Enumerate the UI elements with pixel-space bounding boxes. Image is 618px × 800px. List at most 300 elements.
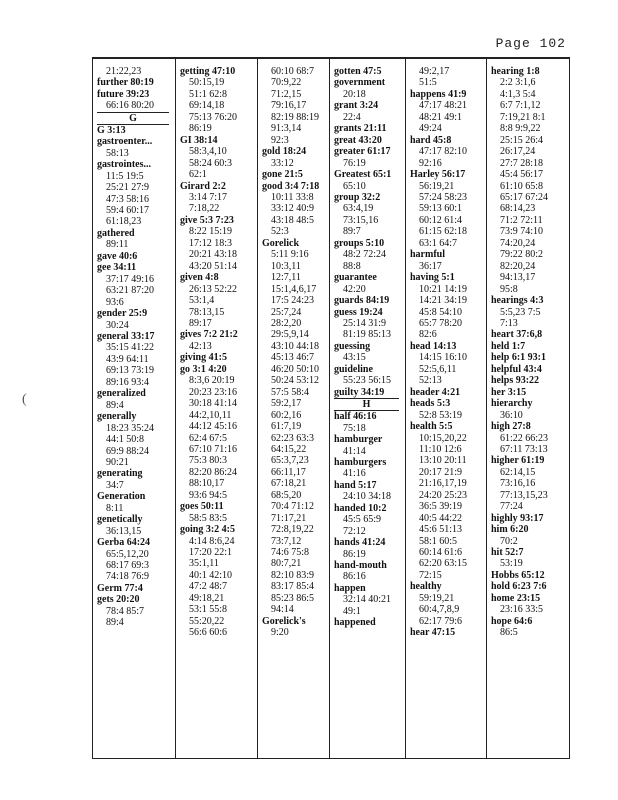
index-page-refs: 9:20 — [271, 627, 289, 639]
index-entry: healthy — [410, 581, 442, 593]
index-entry: generalized — [97, 388, 146, 400]
index-page-refs: 41:14 — [343, 445, 366, 457]
index-page-refs: 89:7 — [343, 226, 361, 238]
index-page-refs: 72:15 — [419, 569, 442, 581]
index-page-refs: 61:22 66:23 — [500, 432, 549, 444]
index-page-refs: 89:16 93:4 — [106, 376, 150, 388]
index-page-refs: 27:7 28:18 — [500, 157, 544, 169]
index-page-refs: 8:11 — [106, 502, 124, 514]
index-entry: GI 38:14 — [180, 134, 218, 146]
index-page-refs: 70:4 71:12 — [271, 501, 315, 513]
index-page-refs: 42:13 — [189, 340, 212, 352]
index-entry: go 3:1 4:20 — [180, 363, 227, 375]
index-page-refs: 76:19 — [343, 157, 366, 169]
index-page-refs: 52:3 — [271, 226, 289, 238]
index-entry: hold 6:23 7:6 — [491, 581, 547, 593]
index-page-refs: 43:9 64:11 — [106, 353, 149, 365]
index-entry: high 27:8 — [491, 421, 531, 433]
index-page-refs: 15:1,4,6,17 — [271, 283, 317, 295]
index-page-refs: 45:4 56:17 — [500, 169, 544, 181]
margin-mark: ( — [22, 392, 27, 407]
index-entry: hamburger — [334, 434, 383, 446]
index-page-refs: 77:24 — [500, 501, 523, 513]
index-entry: genetically — [97, 514, 143, 526]
index-entry: handed 10:2 — [334, 502, 387, 514]
index-entry: good 3:4 7:18 — [262, 180, 320, 192]
index-page-refs: 60:10 68:7 — [271, 66, 315, 77]
index-page-refs: 44:2,10,11 — [189, 409, 232, 421]
index-column-1 — [93, 59, 175, 758]
index-page-refs: 48:21 49:1 — [419, 111, 463, 123]
index-page-refs: 60:12 61:4 — [419, 214, 463, 226]
index-column-5 — [405, 59, 486, 758]
index-entry: hear 47:15 — [410, 627, 456, 639]
index-page-refs: 43:18 48:5 — [271, 214, 315, 226]
index-page-refs: 25:7,24 — [271, 306, 302, 318]
index-entry: group 32:2 — [334, 191, 381, 203]
index-page-refs: 67:18,21 — [271, 478, 307, 490]
index-page-refs: 24:20 25:23 — [419, 489, 468, 501]
index-page-refs: 74:18 76:9 — [106, 571, 150, 583]
index-entry: having 5:1 — [410, 272, 455, 284]
index-page-refs: 80:7,21 — [271, 558, 302, 570]
index-entry: hand 5:17 — [334, 479, 377, 491]
index-entry: gets 20:20 — [97, 594, 140, 606]
index-page-refs: 65:5,12,20 — [106, 548, 149, 560]
index-page-refs: 47:17 82:10 — [419, 146, 468, 158]
index-column-6 — [486, 59, 571, 758]
index-page-refs: 73:15,16 — [343, 214, 379, 226]
index-page-refs: 8:8 9:9,22 — [500, 123, 541, 135]
index-page-refs: 95:8 — [500, 283, 518, 295]
index-page-refs: 40:5 44:22 — [419, 512, 463, 524]
index-page-refs: 63:1 64:7 — [419, 237, 458, 249]
index-page-refs: 7:13 — [500, 317, 518, 329]
index-page-refs: 45:8 54:10 — [419, 306, 463, 318]
index-entry: happened — [334, 617, 376, 629]
index-entry: grant 3:24 — [334, 100, 379, 112]
index-page-refs: 74:6 75:8 — [271, 547, 310, 559]
index-entry: hierarchy — [491, 398, 533, 410]
index-page-refs: 44:12 45:16 — [189, 421, 238, 433]
index-page-refs: 52:8 53:19 — [419, 409, 463, 421]
index-page-refs: 7:18,22 — [189, 203, 220, 215]
index-entry: Hobbs 65:12 — [491, 569, 545, 581]
index-entry: highly 93:17 — [491, 512, 544, 524]
index-entry: gives 7:2 21:2 — [180, 329, 238, 341]
index-page-refs: 13:10 20:11 — [419, 455, 467, 467]
index-page-refs: 81:19 85:13 — [343, 329, 392, 341]
page-number: Page 102 — [495, 36, 566, 51]
index-entry: help 6:1 93:1 — [491, 352, 546, 364]
index-page-refs: 61:7,19 — [271, 421, 302, 433]
index-page-refs: 57:5 58:4 — [271, 386, 310, 398]
index-page-refs: 49:2,17 — [419, 66, 450, 77]
index-page-refs: 51:5 — [419, 77, 437, 89]
index-page-refs: 62:4 67:5 — [189, 432, 228, 444]
index-page-refs: 72:8,19,22 — [271, 524, 314, 536]
index-entry: hard 45:8 — [410, 134, 452, 146]
index-entry: giving 41:5 — [180, 352, 227, 364]
index-entry: Gorelick's — [262, 615, 306, 627]
index-page-refs: 59:4 60:17 — [106, 204, 150, 216]
index-entry: generally — [97, 411, 137, 423]
index-page-refs: 4:1,3 5:4 — [500, 88, 536, 100]
index-page-refs: 45:6 51:13 — [419, 524, 463, 536]
index-entry: Generation — [97, 491, 146, 503]
index-page-refs: 71:2,15 — [271, 88, 302, 100]
index-page-refs: 94:13,17 — [500, 272, 536, 284]
index-page-refs: 26:13 52:22 — [189, 283, 238, 295]
index-page-refs: 64:15,22 — [271, 443, 307, 455]
index-entry: government — [334, 77, 386, 89]
index-page-refs: 53:1 55:8 — [189, 604, 228, 616]
index-page-refs: 17:5 24:23 — [271, 295, 315, 307]
index-column-2 — [175, 59, 257, 758]
index-page-refs: 47:3 58:16 — [106, 193, 150, 205]
index-page-refs: 78:13,15 — [189, 306, 225, 318]
index-page-refs: 29:5,9,14 — [271, 329, 309, 341]
index-page-refs: 71:17,21 — [271, 512, 307, 524]
index-page-refs: 47:2 48:7 — [189, 581, 228, 593]
index-page-refs: 42:20 — [343, 283, 366, 295]
index-page-refs: 56:19,21 — [419, 180, 455, 192]
index-entry: head 14:13 — [410, 340, 457, 352]
index-entry: hamburgers — [334, 456, 387, 468]
section-letter: H — [334, 398, 399, 411]
index-page-refs: 82:19 88:19 — [271, 111, 320, 123]
index-page-refs: 82:20,24 — [500, 260, 536, 272]
index-entry: guilty 34:19 — [334, 386, 385, 398]
index-column-3 — [257, 59, 329, 758]
index-entry: held 1:7 — [491, 340, 526, 352]
index-entry: hearing 1:8 — [491, 66, 540, 77]
index-page-refs: 7:19,21 8:1 — [500, 111, 546, 123]
index-entry: great 43:20 — [334, 134, 382, 146]
index-page-refs: 25:21 27:9 — [106, 182, 150, 194]
index-page-refs: 10:21 14:19 — [419, 283, 468, 295]
index-page-refs: 86:19 — [189, 123, 212, 135]
index-page-refs: 20:23 23:16 — [189, 386, 238, 398]
index-page-refs: 61:10 65:8 — [500, 180, 544, 192]
index-entry: hand-mouth — [334, 560, 387, 572]
index-page-refs: 60:4,7,8,9 — [419, 604, 460, 616]
index-page-refs: 60:2,16 — [271, 409, 302, 421]
index-page-refs: 86:16 — [343, 571, 366, 583]
index-page-refs: 35:1,11 — [189, 558, 219, 570]
index-page-refs: 82:6 — [419, 329, 437, 341]
index-page-refs: 70:9,22 — [271, 77, 302, 89]
index-entry: goes 50:11 — [180, 501, 224, 513]
index-page-refs: 83:17 85:4 — [271, 581, 315, 593]
index-page-refs: 79:16,17 — [271, 100, 307, 112]
index-page-refs: 72:12 — [343, 525, 366, 537]
index-entry: happens 41:9 — [410, 88, 467, 100]
index-page-refs: 36:10 — [500, 409, 523, 421]
index-page-refs: 33:12 40:9 — [271, 203, 315, 215]
index-page-refs: 85:23 86:5 — [271, 592, 315, 604]
index-page-refs: 37:17 49:16 — [106, 273, 155, 285]
index-page-refs: 89:4 — [106, 617, 124, 629]
index-page-refs: 78:4 85:7 — [106, 605, 145, 617]
index-page-refs: 48:2 72:24 — [343, 249, 387, 261]
index-page-refs: 25:15 26:4 — [500, 134, 544, 146]
index-entry: heart 37:6,8 — [491, 329, 543, 341]
index-page-refs: 41:16 — [343, 468, 366, 480]
index-page-refs: 17:20 22:1 — [189, 547, 233, 559]
index-page-refs: 93:6 94:5 — [189, 489, 228, 501]
index-page-refs: 5:11 9:16 — [271, 249, 309, 261]
index-entry: guessing — [334, 340, 371, 352]
index-page-refs: 75:18 — [343, 422, 366, 434]
index-page-refs: 43:10 44:18 — [271, 340, 320, 352]
index-page-refs: 30:24 — [106, 319, 129, 331]
index-page-refs: 24:10 34:18 — [343, 491, 392, 503]
index-entry: G 3:13 — [97, 124, 126, 136]
index-page-refs: 69:14,18 — [189, 100, 225, 112]
index-entry: harmful — [410, 249, 445, 261]
index-page-refs: 63:21 87:20 — [106, 285, 155, 297]
index-page-refs: 14:15 16:10 — [419, 352, 468, 364]
index-page-refs: 61:15 62:18 — [419, 226, 468, 238]
index-page-refs: 65:17 67:24 — [500, 191, 549, 203]
index-entry: gastrointes... — [97, 159, 151, 171]
index-page-refs: 82:10 83:9 — [271, 569, 315, 581]
index-page-refs: 45:13 46:7 — [271, 352, 315, 364]
index-page-refs: 20:21 43:18 — [189, 249, 238, 261]
index-page-refs: 50:15,19 — [189, 77, 225, 89]
index-entry: Greatest 65:1 — [334, 169, 392, 181]
index-page-refs: 3:14 7:17 — [189, 191, 228, 203]
index-entry: groups 5:10 — [334, 237, 385, 249]
index-entry: grants 21:11 — [334, 123, 387, 135]
index-page-refs: 66:11,17 — [271, 466, 306, 478]
index-page-refs: 74:20,24 — [500, 237, 536, 249]
index-entry: gender 25:9 — [97, 308, 148, 320]
index-page-refs: 36:5 39:19 — [419, 501, 463, 513]
index-entry: hearings 4:3 — [491, 295, 544, 307]
index-page-refs: 14:21 34:19 — [419, 295, 468, 307]
index-page-refs: 57:24 58:23 — [419, 191, 468, 203]
index-page-refs: 89:11 — [106, 239, 129, 251]
index-entry: him 6:20 — [491, 524, 529, 536]
index-entry: happen — [334, 582, 366, 594]
index-page-refs: 21:16,17,19 — [419, 478, 467, 490]
index-page-refs: 75:13 76:20 — [189, 111, 238, 123]
index-entry: Gorelick — [262, 237, 300, 249]
index-entry: Harley 56:17 — [410, 169, 466, 181]
index-page-refs: 36:17 — [419, 260, 442, 272]
index-page-refs: 50:24 53:12 — [271, 375, 320, 387]
index-entry: going 3:2 4:5 — [180, 524, 235, 536]
index-page-refs: 5:5,23 7:5 — [500, 306, 541, 318]
index-entry: getting 47:10 — [180, 66, 236, 77]
index-page-refs: 53:1,4 — [189, 295, 215, 307]
index-page-refs: 68:14,23 — [500, 203, 536, 215]
index-page-refs: 69:13 73:19 — [106, 365, 155, 377]
index-page-refs: 92:16 — [419, 157, 442, 169]
index-page-refs: 94:14 — [271, 604, 294, 616]
index-page-refs: 40:1 42:10 — [189, 569, 233, 581]
index-page-refs: 90:21 — [106, 456, 129, 468]
index-page-refs: 93:6 — [106, 296, 124, 308]
index-page-refs: 26:17,24 — [500, 146, 536, 158]
index-page-refs: 44:1 50:8 — [106, 434, 145, 446]
index-page-refs: 10:11 33:8 — [271, 191, 314, 203]
index-page-refs: 68:17 69:3 — [106, 560, 150, 572]
index-page-refs: 2:2 3:1,6 — [500, 77, 536, 89]
index-entry: general 33:17 — [97, 330, 155, 342]
index-entry: gold 18:24 — [262, 146, 307, 158]
index-page-refs: 53:19 — [500, 558, 523, 570]
index-entry: home 23:15 — [491, 592, 541, 604]
index-page-refs: 73:9 74:10 — [500, 226, 544, 238]
index-page-refs: 73:7,12 — [271, 535, 302, 547]
index-page-refs: 17:12 18:3 — [189, 237, 233, 249]
index-page-refs: 34:7 — [106, 479, 124, 491]
index-page-refs: 63:4,19 — [343, 203, 374, 215]
index-page-refs: 52:5,6,11 — [419, 363, 457, 375]
index-entry: higher 61:19 — [491, 455, 545, 467]
index-entry: guards 84:19 — [334, 295, 390, 307]
index-page-refs: 58:5 83:5 — [189, 512, 228, 524]
index-page-refs: 67:11 73:13 — [500, 443, 548, 455]
index-page-refs: 66:16 80:20 — [106, 100, 155, 112]
index-column-4 — [329, 59, 405, 758]
index-page-refs: 4:14 8:6,24 — [189, 535, 235, 547]
index-page-refs: 59:13 60:1 — [419, 203, 463, 215]
index-page-refs: 22:4 — [343, 111, 361, 123]
index-page-refs: 20:17 21:9 — [419, 466, 463, 478]
index-page-refs: 43:15 — [343, 352, 366, 364]
index-entry: guarantee — [334, 272, 377, 284]
index-entry: hope 64:6 — [491, 615, 533, 627]
index-page-refs: 59:19,21 — [419, 592, 455, 604]
index-entry: guess 19:24 — [334, 306, 383, 318]
index-entry: gathered — [97, 227, 135, 239]
index-table — [92, 57, 570, 759]
index-page-refs: 56:6 60:6 — [189, 627, 228, 639]
index-entry: future 39:23 — [97, 88, 150, 100]
index-page-refs: 62:1 — [189, 169, 207, 181]
index-page-refs: 35:15 41:22 — [106, 342, 155, 354]
index-page-refs: 88:10,17 — [189, 478, 225, 490]
index-entry: her 3:15 — [491, 386, 527, 398]
index-page-refs: 75:3 80:3 — [189, 455, 228, 467]
index-entry: generating — [97, 468, 143, 480]
index-page-refs: 77:13,15,23 — [500, 489, 548, 501]
index-page-refs: 18:23 35:24 — [106, 422, 155, 434]
index-page-refs: 82:20 86:24 — [189, 466, 238, 478]
index-entry: greater 61:17 — [334, 146, 391, 158]
index-page-refs: 8:3,6 20:19 — [189, 375, 235, 387]
index-page-refs: 59:2,17 — [271, 398, 302, 410]
index-page-refs: 52:13 — [419, 375, 442, 387]
index-page-refs: 33:12 — [271, 157, 294, 169]
index-entry: gave 40:6 — [97, 250, 138, 262]
index-page-refs: 47:17 48:21 — [419, 100, 468, 112]
index-entry: helps 93:22 — [491, 375, 540, 387]
index-page-refs: 49:24 — [419, 123, 442, 135]
index-page-refs: 79:22 80:2 — [500, 249, 544, 261]
index-page-refs: 92:3 — [271, 134, 289, 146]
index-page-refs: 62:20 63:15 — [419, 558, 468, 570]
index-entry: given 4:8 — [180, 272, 219, 284]
index-page-refs: 91:3,14 — [271, 123, 302, 135]
index-page-refs: 45:5 65:9 — [343, 514, 382, 526]
index-entry: Germ 77:4 — [97, 582, 143, 594]
index-page-refs: 30:18 41:14 — [189, 398, 238, 410]
index-page-refs: 65:10 — [343, 180, 366, 192]
index-page-refs: 21:22,23 — [106, 66, 142, 77]
index-page-refs: 28:2,20 — [271, 317, 302, 329]
index-entry: header 4:21 — [410, 386, 461, 398]
index-page-refs: 62:14,15 — [500, 466, 536, 478]
index-page-refs: 20:18 — [343, 88, 366, 100]
index-page-refs: 67:10 71:16 — [189, 443, 238, 455]
index-page-refs: 65:3,7,23 — [271, 455, 309, 467]
index-page-refs: 58:3,4,10 — [189, 146, 227, 158]
index-page-refs: 62:17 79:6 — [419, 615, 463, 627]
index-page-refs: 58:1 60:5 — [419, 535, 458, 547]
index-page-refs: 51:1 62:8 — [189, 88, 228, 100]
index-page-refs: 69:9 88:24 — [106, 445, 150, 457]
index-page-refs: 8:22 15:19 — [189, 226, 233, 238]
index-page-refs: 62:23 63:3 — [271, 432, 315, 444]
index-page-refs: 25:14 31:9 — [343, 317, 387, 329]
section-letter: G — [97, 112, 169, 125]
index-page-refs: 6:7 7:1,12 — [500, 100, 541, 112]
index-page-refs: 49:18,21 — [189, 592, 225, 604]
index-page-refs: 60:14 61:6 — [419, 547, 463, 559]
index-page-refs: 61:18,23 — [106, 216, 142, 228]
index-page-refs: 23:16 33:5 — [500, 604, 544, 616]
index-page-refs: 10:15,20,22 — [419, 432, 467, 444]
index-page-refs: 89:4 — [106, 399, 124, 411]
index-entry: gastroenter... — [97, 136, 153, 148]
index-page-refs: 11:10 12:6 — [419, 443, 462, 455]
index-entry: heads 5:3 — [410, 398, 451, 410]
index-page-refs: 58:13 — [106, 147, 129, 159]
index-entry: gotten 47:5 — [334, 66, 382, 77]
index-entry: Gerba 64:24 — [97, 537, 151, 549]
index-page-refs: 49:1 — [343, 605, 361, 617]
index-page-refs: 86:19 — [343, 548, 366, 560]
index-entry: helpful 43:4 — [491, 363, 542, 375]
index-page-refs: 70:2 — [500, 535, 518, 547]
index-page-refs: 88:8 — [343, 260, 361, 272]
index-page-refs: 55:20,22 — [189, 615, 225, 627]
index-page-refs: 36:13,15 — [106, 525, 142, 537]
index-page-refs: 11:5 19:5 — [106, 170, 144, 182]
index-entry: half 46:16 — [334, 411, 377, 423]
index-page-refs: 32:14 40:21 — [343, 594, 392, 606]
index-entry: health 5:5 — [410, 421, 453, 433]
index-entry: hands 41:24 — [334, 537, 386, 549]
index-page-refs: 65:7 78:20 — [419, 317, 463, 329]
index-page-refs: 55:23 56:15 — [343, 375, 392, 387]
index-page-refs: 89:17 — [189, 317, 212, 329]
index-entry: further 80:19 — [97, 77, 154, 89]
index-entry: hit 52:7 — [491, 547, 524, 559]
index-page-refs: 73:16,16 — [500, 478, 536, 490]
index-page-refs: 43:20 51:14 — [189, 260, 238, 272]
index-entry: guideline — [334, 363, 373, 375]
index-entry: Girard 2:2 — [180, 180, 226, 192]
index-entry: gone 21:5 — [262, 169, 303, 181]
index-page-refs: 12:7,11 — [271, 272, 301, 284]
index-page-refs: 58:24 60:3 — [189, 157, 233, 169]
